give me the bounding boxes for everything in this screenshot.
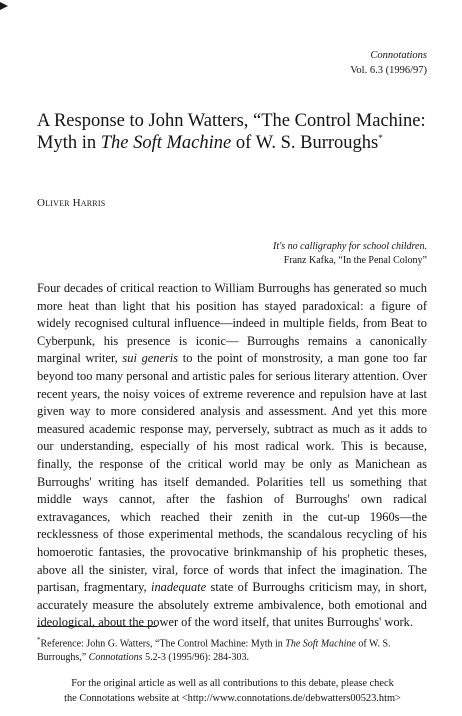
journal-header bbox=[350, 48, 427, 78]
footnote bbox=[37, 633, 432, 665]
body-text-2: to the point of monstrosity, a man gone too far beyond too many personal and artistic pales for serious literary attention. Over recent years, the noisy voices of extreme reverence and repulsion have at last given way to more considered analysis and assessment. And yet this more measured academic response may, perversely, subtract as much as it adds to our understanding, especially of his most radical work. This is because, finally, the response of the critical world may be only as Manichean as Burroughs' writing has itself demanded. Polarities tell us something that middle ways cannot, after the fashion of Burroughs' own radical extravagances, which reached their zenith in the cut-up 1960s—the recklessness of those experimental methods, the scandalous recycling of his homoerotic fantasies, the provocative brinkmanship of his prophetic theses, above all the sinister, viral, force of words that infect the imagination. The partisan, fragmentary, bbox=[37, 351, 427, 595]
title-part2: of W. S. Burroughs bbox=[231, 133, 379, 153]
page-corner-mark-icon bbox=[0, 2, 8, 10]
footnote-italic-1: The Soft Machine bbox=[285, 638, 356, 650]
body-paragraph bbox=[37, 280, 427, 632]
footnote-text-1: Reference: John G. Watters, “The Control Machine: Myth in bbox=[40, 638, 286, 650]
journal-name: Connotations bbox=[370, 50, 427, 61]
website-note-line1: For the original article as well as all contributions to this debate, please check bbox=[71, 678, 394, 689]
footnote-text-2: of W. S. Burroughs,” bbox=[37, 638, 391, 664]
epigraph bbox=[273, 240, 427, 268]
title-part1: A Response to John Watters, “The Control Machine: Myth in bbox=[37, 111, 426, 153]
footnote-marker: * bbox=[37, 636, 41, 644]
body-italic-1: sui generis bbox=[122, 351, 179, 366]
footnote-divider bbox=[37, 626, 157, 627]
author-name: Oliver Harris bbox=[37, 197, 106, 209]
epigraph-quote: It's no calligraphy for school children. bbox=[273, 241, 427, 252]
journal-volume: Vol. 6.3 (1996/97) bbox=[350, 65, 427, 76]
epigraph-source: Franz Kafka, “In the Penal Colony” bbox=[283, 255, 427, 266]
title-italic: The Soft Machine bbox=[100, 133, 232, 153]
body-text-1: Four decades of critical reaction to William Burroughs has generated so much more heat than light that his position has stayed paradoxical: a figure of widely recognised cultural influence—indeed in multiple fields, from Beat to Cyberpunk, his presence is iconic— Burroughs remains a canonically marginal writer, bbox=[37, 281, 427, 366]
title-footnote-marker[interactable]: * bbox=[378, 132, 383, 143]
footnote-italic-2: Connotations bbox=[88, 652, 143, 664]
footnote-text-3: 5.2-3 (1995/96): 284-303. bbox=[142, 652, 249, 664]
article-title bbox=[37, 110, 437, 154]
body-italic-2: inadequate bbox=[151, 580, 207, 595]
website-link[interactable]: the Connotations website at <http://www.connotations.de/debwatters00523.htm> bbox=[64, 692, 401, 704]
body-text-3: state of Burroughs criticism may, in short, accurately measure the absolutely extreme ambivalence, both emotional and ideological, about the power of the word itself, that unites Burroughs' work. bbox=[37, 580, 427, 630]
website-note bbox=[20, 677, 445, 706]
